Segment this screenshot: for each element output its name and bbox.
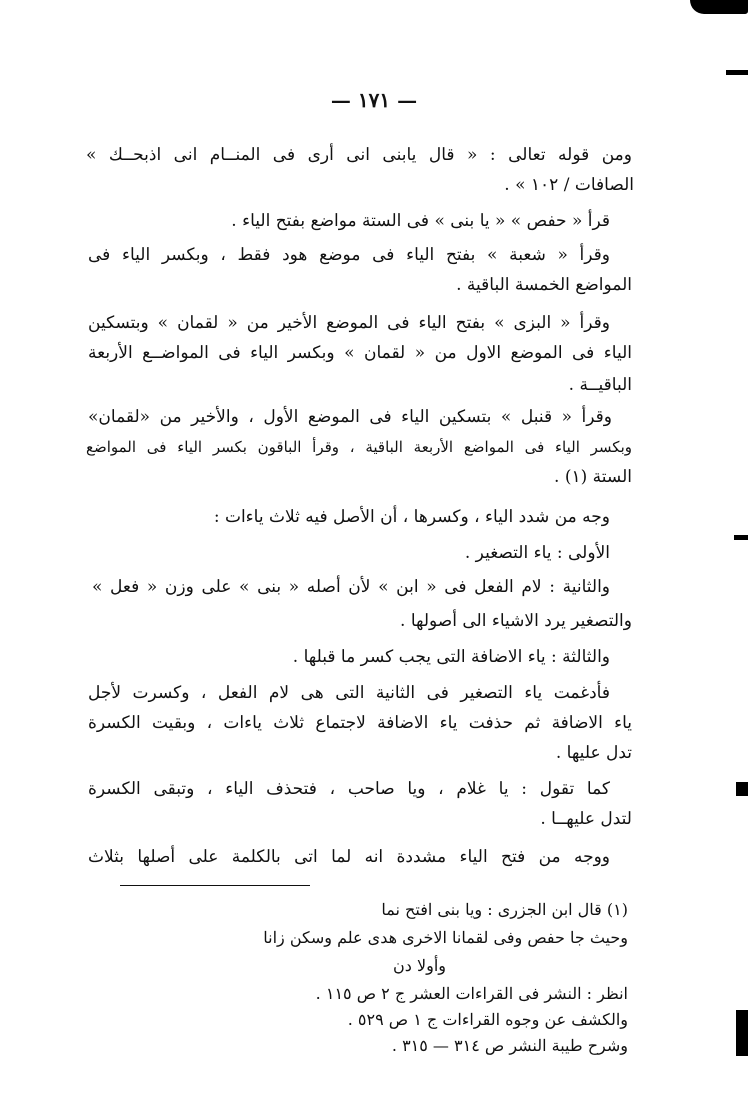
body-line: قرأ « حفص » « يا بنى » فى الستة مواضع بفتح الياء .	[231, 211, 610, 231]
body-line: الستة (١) .	[554, 467, 632, 487]
body-line: والتصغير يرد الاشياء الى أصولها .	[400, 611, 632, 631]
body-line: وقرأ « البزى » بفتح الياء فى الموضع الأخير من « لقمان » وبتسكين	[88, 313, 610, 333]
footnote-line: وحيث جا حفص وفى لقمانا الاخرى هدى علم وسكن زانا	[263, 928, 628, 947]
body-line: الياء فى الموضع الاول من « لقمان » وبكسر الياء فى المواضــع الأربعة	[88, 343, 632, 363]
body-line: الأولى : ياء التصغير .	[464, 543, 610, 563]
body-line: لتدل عليهــا .	[540, 809, 632, 829]
body-line: وقرأ « شعبة » بفتح الياء فى موضع هود فقط ، وبكسر الياء فى	[88, 245, 610, 265]
body-line: ياء الاضافة ثم حذفت ياء الاضافة لاجتماع ثلاث ياءات ، وبقيت الكسرة	[88, 713, 632, 733]
body-line: ووجه من فتح الياء مشددة انه لما اتى بالكلمة على أصلها بثلاث	[88, 847, 610, 867]
footnote-line: انظر : النشر فى القراءات العشر ج ٢ ص ١١٥ .	[315, 984, 628, 1003]
body-line: والثانية : لام الفعل فى « ابن » لأن أصله « بنى » على وزن « فعل »	[92, 577, 610, 597]
footnote-line: والكشف عن وجوه القراءات ج ١ ص ٥٢٩ .	[347, 1010, 628, 1029]
body-line: تدل عليها .	[555, 743, 632, 763]
body-line: الباقيــة .	[568, 375, 632, 395]
body-line: ومن قوله تعالى : « قال يابنى انى أرى فى المنــام انى اذبحــك »	[86, 145, 632, 165]
body-line: وبكسر الياء فى المواضع الأربعة الباقية ، وقرأ الباقون بكسر الياء فى المواضع	[86, 438, 632, 456]
body-line: فأدغمت ياء التصغير فى الثانية التى هى لام الفعل ، وكسرت لأجل	[88, 683, 610, 703]
body-line: المواضع الخمسة الباقية .	[456, 275, 632, 295]
body-line: وجه من شدد الياء ، وكسرها ، أن الأصل فيه ثلاث ياءات :	[213, 507, 610, 527]
scan-mark-right-2	[734, 535, 748, 540]
footnote-line: وأولا دن	[393, 956, 446, 975]
body-line: وقرأ « قنبل » بتسكين الياء فى الموضع الأول ، والأخير من «لقمان»	[88, 407, 612, 427]
scan-mark-right-1	[726, 70, 748, 75]
footnote-separator	[120, 885, 310, 886]
scan-mark-right-4	[736, 1010, 748, 1056]
body-line: الصافات / ١٠٢ » .	[504, 175, 634, 195]
scan-mark-right-3	[736, 782, 748, 796]
scan-mark-top-right	[690, 0, 748, 14]
body-line: كما تقول : يا غلام ، ويا صاحب ، فتحذف الياء ، وتبقى الكسرة	[88, 779, 610, 799]
page-number: — ١٧١ —	[330, 88, 418, 112]
footnote-line: (١) قال ابن الجزرى : ويا بنى افتح نما	[381, 900, 628, 919]
body-line: والثالثة : ياء الاضافة التى يجب كسر ما قبلها .	[292, 647, 610, 667]
footnote-line: وشرح طيبة النشر ص ٣١٤ — ٣١٥ .	[391, 1036, 628, 1055]
